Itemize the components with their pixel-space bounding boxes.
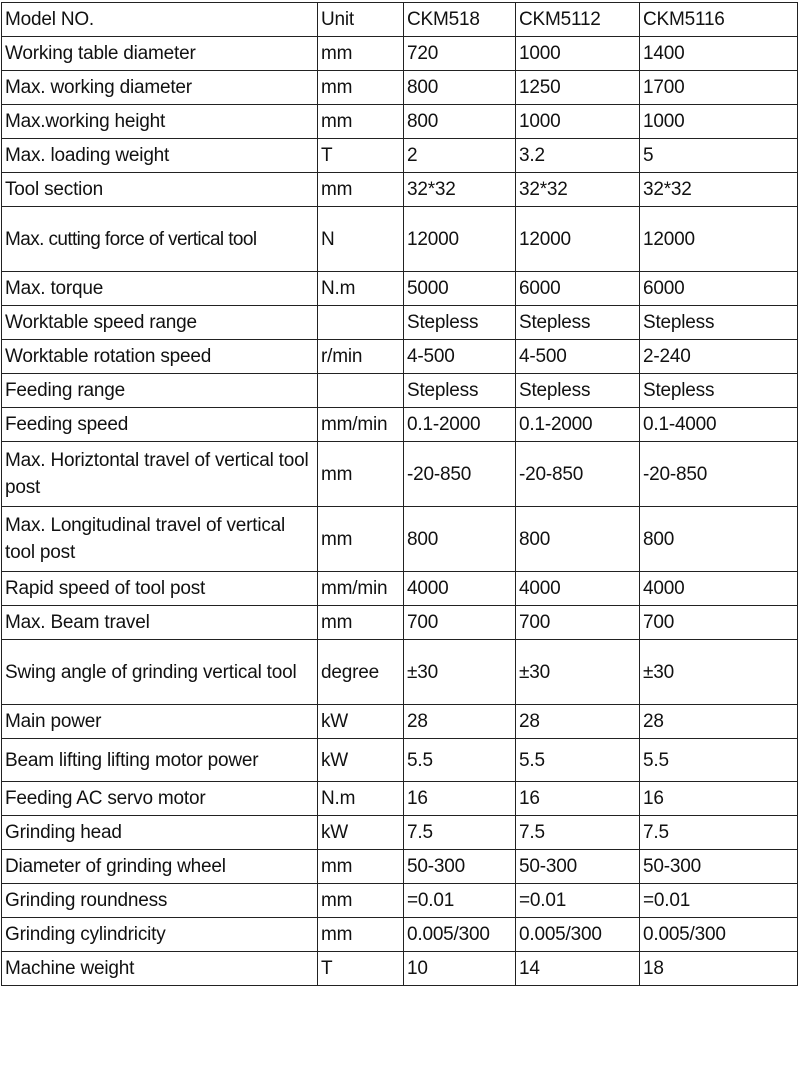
table-row xyxy=(2,850,798,884)
param-value: 50-300 xyxy=(640,850,798,884)
param-value: 4000 xyxy=(640,572,798,606)
table-row xyxy=(2,952,798,986)
param-value: ±30 xyxy=(404,640,516,705)
param-value: 28 xyxy=(404,705,516,739)
header-model: CKM5112 xyxy=(516,3,640,37)
table-row xyxy=(2,173,798,207)
table-row xyxy=(2,272,798,306)
param-value: 0.1-4000 xyxy=(640,408,798,442)
param-value: 0.005/300 xyxy=(640,918,798,952)
param-value: 720 xyxy=(404,37,516,71)
param-label: Rapid speed of tool post xyxy=(2,572,318,606)
param-unit xyxy=(318,306,404,340)
param-value: 6000 xyxy=(516,272,640,306)
header-model: CKM518 xyxy=(404,3,516,37)
param-value: 32*32 xyxy=(404,173,516,207)
param-unit: mm xyxy=(318,442,404,507)
param-value: 18 xyxy=(640,952,798,986)
param-value: 800 xyxy=(404,71,516,105)
table-row xyxy=(2,340,798,374)
param-value: 1400 xyxy=(640,37,798,71)
param-unit: kW xyxy=(318,705,404,739)
param-label: Grinding head xyxy=(2,816,318,850)
param-value: Stepless xyxy=(516,306,640,340)
param-value: 5 xyxy=(640,139,798,173)
header-row xyxy=(2,3,798,37)
param-unit: kW xyxy=(318,739,404,782)
param-unit: kW xyxy=(318,816,404,850)
param-value: 1700 xyxy=(640,71,798,105)
table-row xyxy=(2,306,798,340)
param-label: Main power xyxy=(2,705,318,739)
param-value: Stepless xyxy=(404,374,516,408)
table-row xyxy=(2,507,798,572)
param-unit: N xyxy=(318,207,404,272)
param-value: Stepless xyxy=(640,306,798,340)
param-value: 5.5 xyxy=(516,739,640,782)
param-value: 12000 xyxy=(640,207,798,272)
param-unit: mm xyxy=(318,173,404,207)
param-unit: mm xyxy=(318,37,404,71)
header-model: CKM5116 xyxy=(640,3,798,37)
param-value: 1000 xyxy=(640,105,798,139)
param-value: 1250 xyxy=(516,71,640,105)
param-label: Beam lifting lifting motor power xyxy=(2,739,318,782)
param-label: Working table diameter xyxy=(2,37,318,71)
param-label: Grinding cylindricity xyxy=(2,918,318,952)
param-value: 800 xyxy=(640,507,798,572)
header-label: Model NO. xyxy=(2,3,318,37)
param-value: 32*32 xyxy=(516,173,640,207)
param-label: Machine weight xyxy=(2,952,318,986)
param-value: -20-850 xyxy=(404,442,516,507)
param-value: 7.5 xyxy=(516,816,640,850)
param-label: Max. working diameter xyxy=(2,71,318,105)
param-unit: mm/min xyxy=(318,408,404,442)
param-value: 4000 xyxy=(516,572,640,606)
param-value: 700 xyxy=(516,606,640,640)
param-value: 6000 xyxy=(640,272,798,306)
param-value: 700 xyxy=(404,606,516,640)
param-value: 10 xyxy=(404,952,516,986)
param-unit: N.m xyxy=(318,782,404,816)
param-value: Stepless xyxy=(516,374,640,408)
param-value: 16 xyxy=(404,782,516,816)
param-value: Stepless xyxy=(640,374,798,408)
table-row xyxy=(2,139,798,173)
table-row xyxy=(2,884,798,918)
param-value: 0.1-2000 xyxy=(516,408,640,442)
header-unit: Unit xyxy=(318,3,404,37)
param-label: Tool section xyxy=(2,173,318,207)
table-row xyxy=(2,207,798,272)
param-value: 0.005/300 xyxy=(404,918,516,952)
param-value: 700 xyxy=(640,606,798,640)
param-label: Swing angle of grinding vertical tool xyxy=(2,640,318,705)
table-row xyxy=(2,408,798,442)
param-value: 7.5 xyxy=(404,816,516,850)
table-row xyxy=(2,572,798,606)
param-label: Max. cutting force of vertical tool xyxy=(2,207,318,272)
param-label: Feeding range xyxy=(2,374,318,408)
param-label: Max.working height xyxy=(2,105,318,139)
param-value: 4-500 xyxy=(516,340,640,374)
spec-table xyxy=(1,2,798,986)
param-value: 5000 xyxy=(404,272,516,306)
param-value: -20-850 xyxy=(516,442,640,507)
param-label: Worktable speed range xyxy=(2,306,318,340)
param-value: 4000 xyxy=(404,572,516,606)
table-row xyxy=(2,782,798,816)
param-value: 12000 xyxy=(516,207,640,272)
param-value: Stepless xyxy=(404,306,516,340)
param-label: Feeding speed xyxy=(2,408,318,442)
param-label: Worktable rotation speed xyxy=(2,340,318,374)
param-unit: degree xyxy=(318,640,404,705)
table-row xyxy=(2,71,798,105)
param-value: 7.5 xyxy=(640,816,798,850)
table-row xyxy=(2,739,798,782)
param-value: 0.1-2000 xyxy=(404,408,516,442)
table-row xyxy=(2,374,798,408)
table-row xyxy=(2,606,798,640)
param-label: Max. Beam travel xyxy=(2,606,318,640)
param-value: 1000 xyxy=(516,105,640,139)
param-value: =0.01 xyxy=(640,884,798,918)
param-unit: mm xyxy=(318,507,404,572)
param-unit: mm xyxy=(318,105,404,139)
param-unit: mm xyxy=(318,606,404,640)
param-value: 2-240 xyxy=(640,340,798,374)
param-value: =0.01 xyxy=(516,884,640,918)
param-value: 14 xyxy=(516,952,640,986)
param-value: 5.5 xyxy=(404,739,516,782)
param-value: ±30 xyxy=(516,640,640,705)
param-label: Max. torque xyxy=(2,272,318,306)
param-value: 800 xyxy=(404,105,516,139)
param-value: =0.01 xyxy=(404,884,516,918)
param-unit: mm xyxy=(318,850,404,884)
table-row xyxy=(2,105,798,139)
param-value: ±30 xyxy=(640,640,798,705)
param-value: 50-300 xyxy=(404,850,516,884)
param-value: 1000 xyxy=(516,37,640,71)
param-value: 5.5 xyxy=(640,739,798,782)
param-unit: mm xyxy=(318,918,404,952)
param-unit: mm xyxy=(318,884,404,918)
param-value: 28 xyxy=(640,705,798,739)
table-row xyxy=(2,918,798,952)
param-value: 4-500 xyxy=(404,340,516,374)
table-row xyxy=(2,705,798,739)
param-value: -20-850 xyxy=(640,442,798,507)
param-unit: mm/min xyxy=(318,572,404,606)
param-unit xyxy=(318,374,404,408)
param-label: Max. Horiztontal travel of vertical tool post xyxy=(2,442,318,507)
param-label: Max. Longitudinal travel of vertical tool post xyxy=(2,507,318,572)
param-value: 800 xyxy=(516,507,640,572)
param-value: 28 xyxy=(516,705,640,739)
table-row xyxy=(2,37,798,71)
table-row xyxy=(2,640,798,705)
table-row xyxy=(2,816,798,850)
param-label: Grinding roundness xyxy=(2,884,318,918)
table-row xyxy=(2,442,798,507)
param-unit: T xyxy=(318,139,404,173)
param-value: 16 xyxy=(640,782,798,816)
param-unit: T xyxy=(318,952,404,986)
param-value: 32*32 xyxy=(640,173,798,207)
param-value: 0.005/300 xyxy=(516,918,640,952)
param-unit: r/min xyxy=(318,340,404,374)
param-label: Max. loading weight xyxy=(2,139,318,173)
param-label: Diameter of grinding wheel xyxy=(2,850,318,884)
param-value: 50-300 xyxy=(516,850,640,884)
param-value: 12000 xyxy=(404,207,516,272)
param-value: 2 xyxy=(404,139,516,173)
param-value: 3.2 xyxy=(516,139,640,173)
param-unit: N.m xyxy=(318,272,404,306)
param-unit: mm xyxy=(318,71,404,105)
param-value: 800 xyxy=(404,507,516,572)
param-value: 16 xyxy=(516,782,640,816)
param-label: Feeding AC servo motor xyxy=(2,782,318,816)
